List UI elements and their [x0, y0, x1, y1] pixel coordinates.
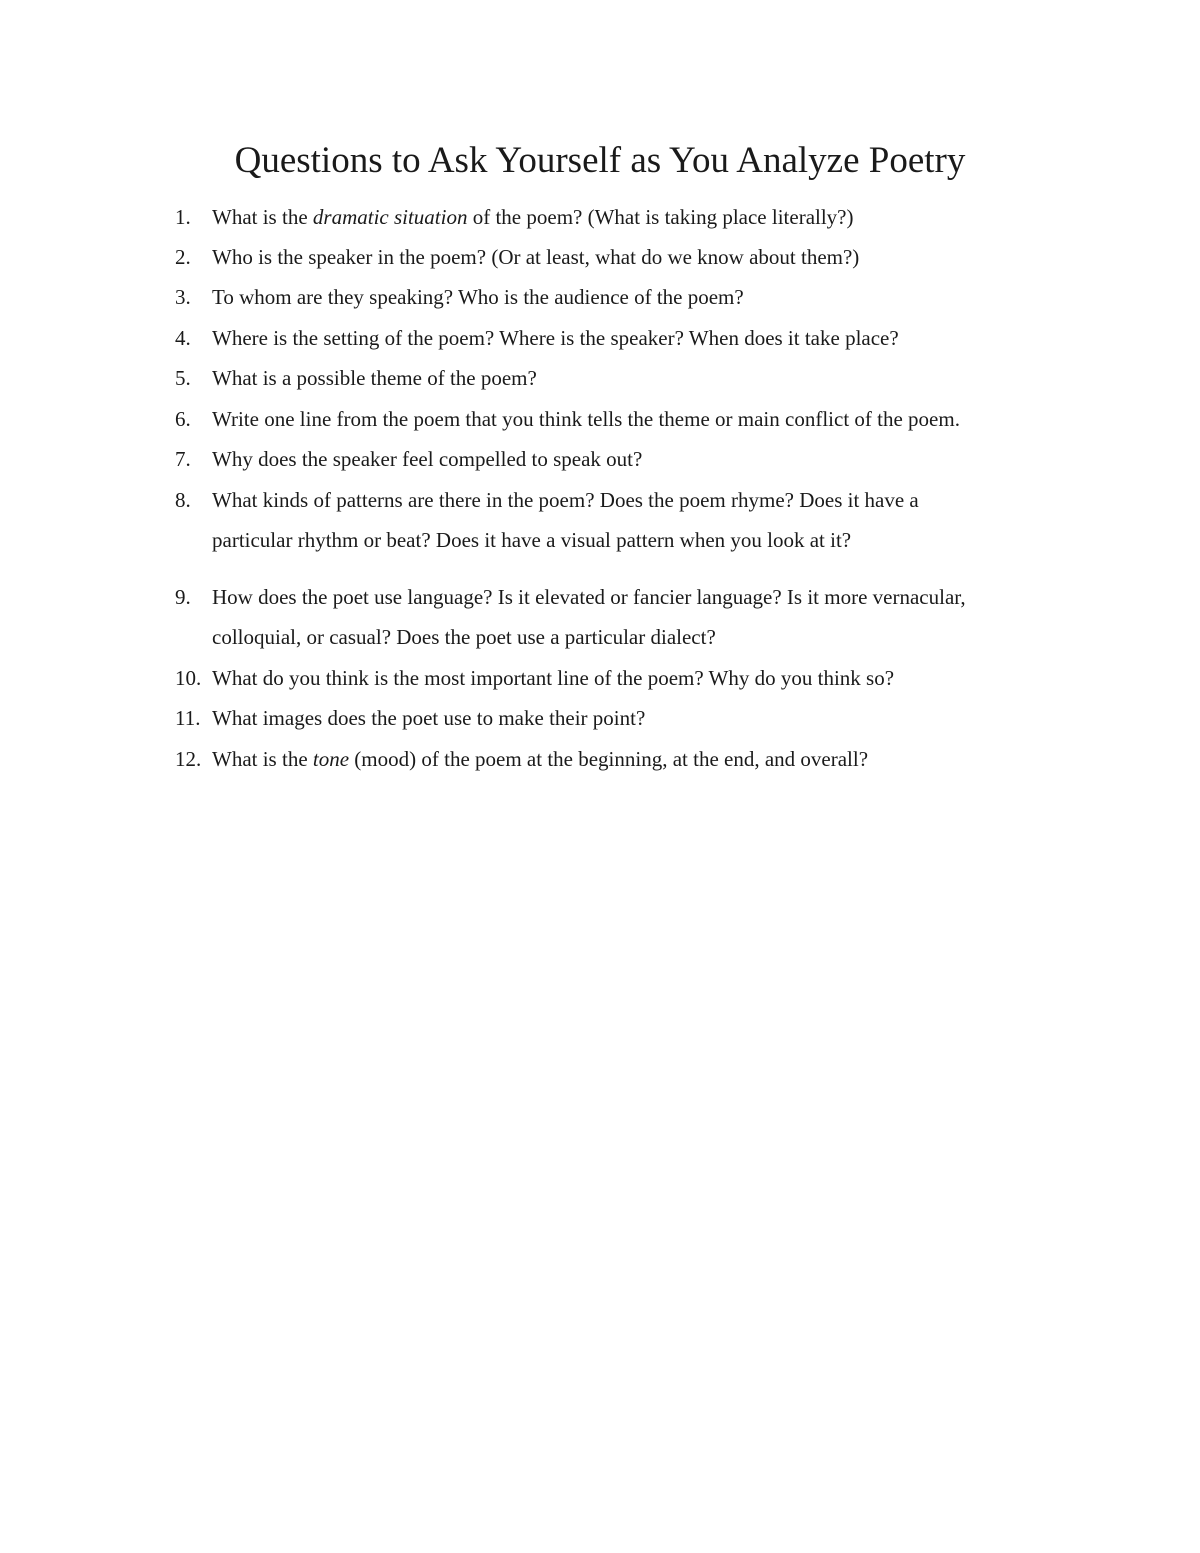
question-text-line2: particular rhythm or beat? Does it have a visual pattern when you look at it?	[212, 528, 852, 552]
question-text-part: of the poem? (What is taking place literally?)	[467, 205, 854, 229]
question-text-part: (mood) of the poem at the beginning, at the end, and overall?	[349, 747, 869, 771]
question-number: 6.	[175, 407, 191, 431]
question-text-line1: How does the poet use language? Is it elevated or fancier language? Is it more vernacular,	[212, 585, 966, 609]
question-text: Why does the speaker feel compelled to speak out?	[212, 447, 643, 471]
question-number: 7.	[175, 447, 191, 471]
question-number: 11.	[175, 706, 201, 730]
question-emphasis: dramatic situation	[312, 205, 468, 229]
question-text: What is a possible theme of the poem?	[212, 366, 537, 390]
question-text	[212, 197, 854, 237]
question-number: 12.	[175, 747, 202, 771]
question-number: 10.	[175, 666, 202, 690]
question-emphasis: tone	[312, 747, 350, 771]
question-number: 8.	[175, 488, 191, 512]
question-number: 1.	[175, 205, 191, 229]
question-text-part: What is the	[212, 747, 313, 771]
question-text: Write one line from the poem that you think tells the theme or main conflict of the poem.	[212, 407, 960, 431]
question-number: 2.	[175, 245, 191, 269]
question-number: 9.	[175, 585, 191, 609]
question-number: 3.	[175, 285, 191, 309]
page-title: Questions to Ask Yourself as You Analyze Poetry	[234, 140, 966, 181]
question-text: What do you think is the most important line of the poem? Why do you think so?	[212, 666, 895, 690]
question-number: 4.	[175, 326, 191, 350]
question-number: 5.	[175, 366, 191, 390]
question-text: Where is the setting of the poem? Where is the speaker? When does it take place?	[212, 326, 899, 350]
question-text: Who is the speaker in the poem? (Or at least, what do we know about them?)	[212, 245, 860, 269]
question-text-part: What is the	[212, 205, 313, 229]
question-text	[212, 739, 868, 779]
question-text-line2: colloquial, or casual? Does the poet use a particular dialect?	[212, 625, 716, 649]
question-text-line1: What kinds of patterns are there in the poem? Does the poem rhyme? Does it have a	[212, 488, 919, 512]
question-text: To whom are they speaking? Who is the audience of the poem?	[212, 285, 744, 309]
question-text: What images does the poet use to make their point?	[212, 706, 646, 730]
